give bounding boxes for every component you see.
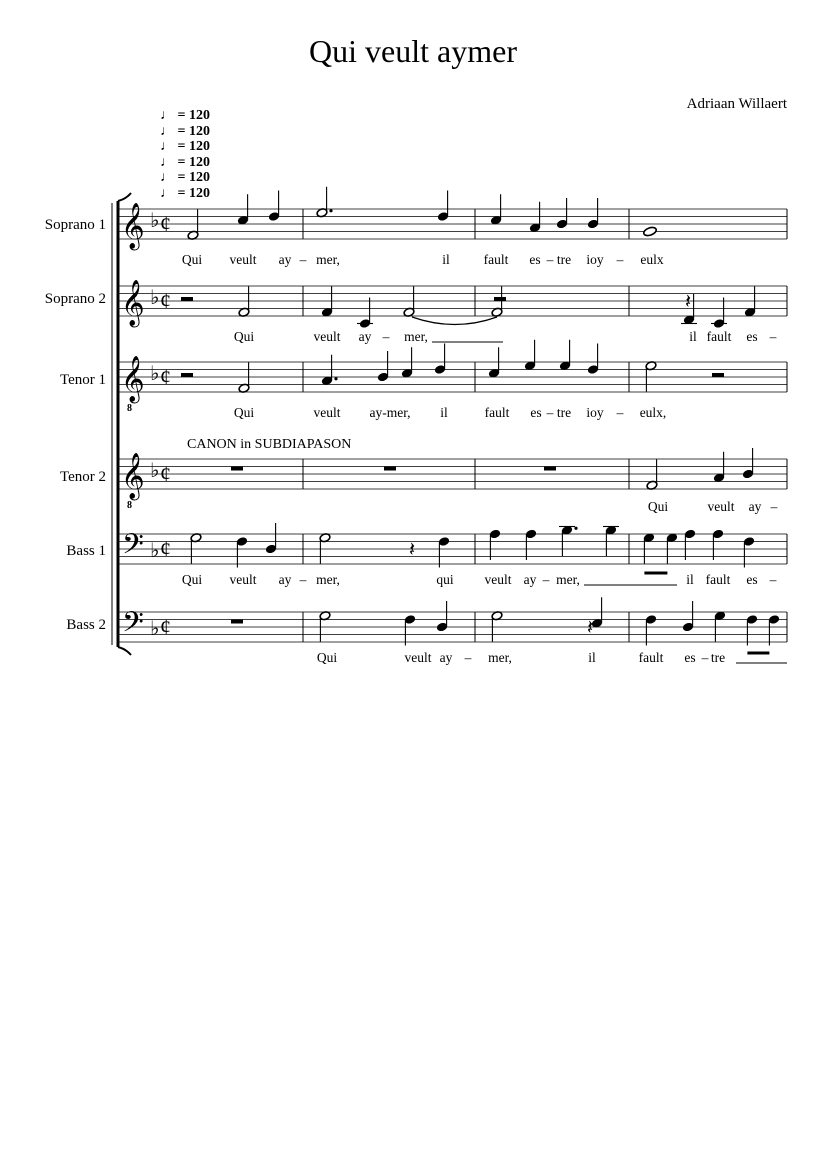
lyric-syllable: ay [439, 650, 453, 665]
lyric-syllable: fault [638, 650, 664, 665]
lyric-syllable: veult [229, 252, 257, 267]
whole-rest-icon [231, 620, 243, 624]
lyric-syllable: qui [436, 572, 454, 587]
lyric-syllable: Qui [181, 252, 203, 267]
lyric-hyphen: – [616, 405, 624, 420]
tempo-mark: ♩ = 120 [160, 139, 210, 154]
lyric-syllable: es [684, 650, 696, 665]
lyric-hyphen: – [464, 650, 472, 665]
lyric-syllable: il [689, 329, 697, 344]
tie-curve [412, 317, 497, 325]
flat-icon: ♭ [150, 540, 160, 562]
lyric-syllable: Qui [316, 650, 338, 665]
lyric-syllable: ay [278, 572, 292, 587]
half-rest-icon [181, 373, 193, 377]
lyric-hyphen: – [546, 252, 554, 267]
lyric-syllable: ay [523, 572, 537, 587]
lyric-syllable: il [442, 252, 450, 267]
lyric-syllable: fault [484, 405, 510, 420]
lyric-syllable: es [529, 252, 541, 267]
lyric-hyphen: – [616, 252, 624, 267]
lyric-syllable: veult [313, 329, 341, 344]
lyric-syllable: il [440, 405, 448, 420]
lyric-syllable: mer, [488, 650, 512, 665]
lyric-hyphen: – [769, 329, 777, 344]
staff-name-bass-2: Bass 2 [66, 617, 106, 633]
dot-icon [574, 527, 577, 530]
treble-clef-icon: 𝄞 [121, 356, 145, 401]
flat-icon: ♭ [150, 287, 160, 309]
lyric-syllable: Qui [647, 499, 669, 514]
cut-time-icon: ¢ [160, 211, 171, 236]
quarter-rest-icon: 𝄽 [409, 539, 416, 561]
lyric-hyphen: – [701, 650, 709, 665]
composer-name: Adriaan Willaert [686, 96, 787, 112]
tempo-marks [160, 108, 210, 201]
lyric-syllable: Qui [233, 329, 255, 344]
lyric-hyphen: – [770, 499, 778, 514]
quarter-rest-icon: 𝄽 [587, 617, 594, 639]
lyric-syllable: es [530, 405, 542, 420]
lyric-syllable: tre [556, 405, 572, 420]
whole-rest-icon [384, 467, 396, 471]
canon-instruction: CANON in SUBDIAPASON [187, 437, 352, 452]
lyric-syllable: es [746, 329, 758, 344]
flat-icon: ♭ [150, 618, 160, 640]
lyric-syllable: veult [404, 650, 432, 665]
lyric-syllable: ioy [586, 405, 604, 420]
lyric-syllable: il [686, 572, 694, 587]
lyric-syllable: ay [748, 499, 762, 514]
cut-time-icon: ¢ [160, 536, 171, 561]
lyric-syllable: tre [710, 650, 726, 665]
tempo-mark: ♩ = 120 [160, 124, 210, 139]
lyric-syllable: veult [484, 572, 512, 587]
note-head [643, 226, 658, 237]
cut-time-icon: ¢ [160, 614, 171, 639]
staff-name-soprano-2: Soprano 2 [44, 291, 106, 307]
lyrics-tenor-1 [234, 405, 666, 420]
lyric-hyphen: – [769, 572, 777, 587]
tempo-mark: ♩ = 120 [160, 108, 210, 123]
cut-time-icon: ¢ [160, 288, 171, 313]
lyric-hyphen: – [542, 572, 550, 587]
flat-icon: ♭ [150, 210, 160, 232]
tempo-mark: ♩ = 120 [160, 186, 210, 201]
staff-name-bass-1: Bass 1 [66, 543, 106, 559]
system-bracket-bottom [118, 647, 131, 655]
lyric-syllable: ay [358, 329, 372, 344]
lyric-syllable: mer, [556, 572, 580, 587]
lyric-syllable: mer, [316, 252, 340, 267]
lyric-syllable: il [588, 650, 596, 665]
lyric-syllable: eulx, [639, 405, 667, 420]
staff-name-tenor-1: Tenor 1 [59, 372, 106, 388]
lyric-syllable: ay-mer, [369, 405, 411, 420]
whole-rest-icon [231, 467, 243, 471]
bass-clef-icon: 𝄢 [122, 608, 144, 645]
lyric-syllable: Qui [233, 405, 255, 420]
dot-icon [329, 209, 332, 212]
flat-icon: ♭ [150, 363, 160, 385]
lyric-syllable: tre [556, 252, 572, 267]
half-rest-icon [181, 297, 193, 301]
lyric-syllable: Qui [181, 572, 203, 587]
lyric-syllable: fault [705, 572, 731, 587]
lyrics-tenor-2 [648, 499, 778, 514]
flat-icon: ♭ [150, 460, 160, 482]
lyric-hyphen: – [299, 572, 307, 587]
lyric-syllable: mer, [404, 329, 428, 344]
staff-name-tenor-2: Tenor 2 [59, 469, 106, 485]
staff-name-soprano-1: Soprano 1 [44, 217, 106, 233]
lyric-syllable: veult [707, 499, 735, 514]
bass-clef-icon: 𝄢 [122, 530, 144, 567]
lyrics-soprano-2 [234, 329, 777, 344]
lyric-syllable: es [746, 572, 758, 587]
system-bracket-top [118, 193, 131, 201]
treble-clef-icon: 𝄞 [121, 203, 145, 248]
whole-rest-icon [544, 467, 556, 471]
octave-8-icon: 8 [127, 403, 132, 414]
lyric-syllable: ioy [586, 252, 604, 267]
lyric-syllable: fault [706, 329, 732, 344]
score-title: Qui veult aymer [309, 33, 517, 69]
quarter-rest-icon: 𝄽 [685, 291, 692, 313]
lyrics-bass-1 [182, 572, 777, 587]
tempo-mark: ♩ = 120 [160, 155, 210, 170]
half-rest-icon [494, 297, 506, 301]
lyric-syllable: veult [313, 405, 341, 420]
half-rest-icon [712, 373, 724, 377]
lyric-syllable: ay [278, 252, 292, 267]
tempo-mark: ♩ = 120 [160, 170, 210, 185]
treble-clef-icon: 𝄞 [121, 453, 145, 498]
lyric-syllable: eulx [640, 252, 664, 267]
lyric-syllable: veult [229, 572, 257, 587]
lyric-hyphen: – [382, 329, 390, 344]
octave-8-icon: 8 [127, 500, 132, 511]
treble-clef-icon: 𝄞 [121, 280, 145, 325]
cut-time-icon: ¢ [160, 461, 171, 486]
cut-time-icon: ¢ [160, 364, 171, 389]
lyric-hyphen: – [546, 405, 554, 420]
lyric-syllable: fault [483, 252, 509, 267]
lyric-hyphen: – [299, 252, 307, 267]
dot-icon [334, 377, 337, 380]
lyric-syllable: mer, [316, 572, 340, 587]
lyrics-bass-2 [317, 650, 787, 665]
lyrics-soprano-1 [182, 252, 664, 267]
